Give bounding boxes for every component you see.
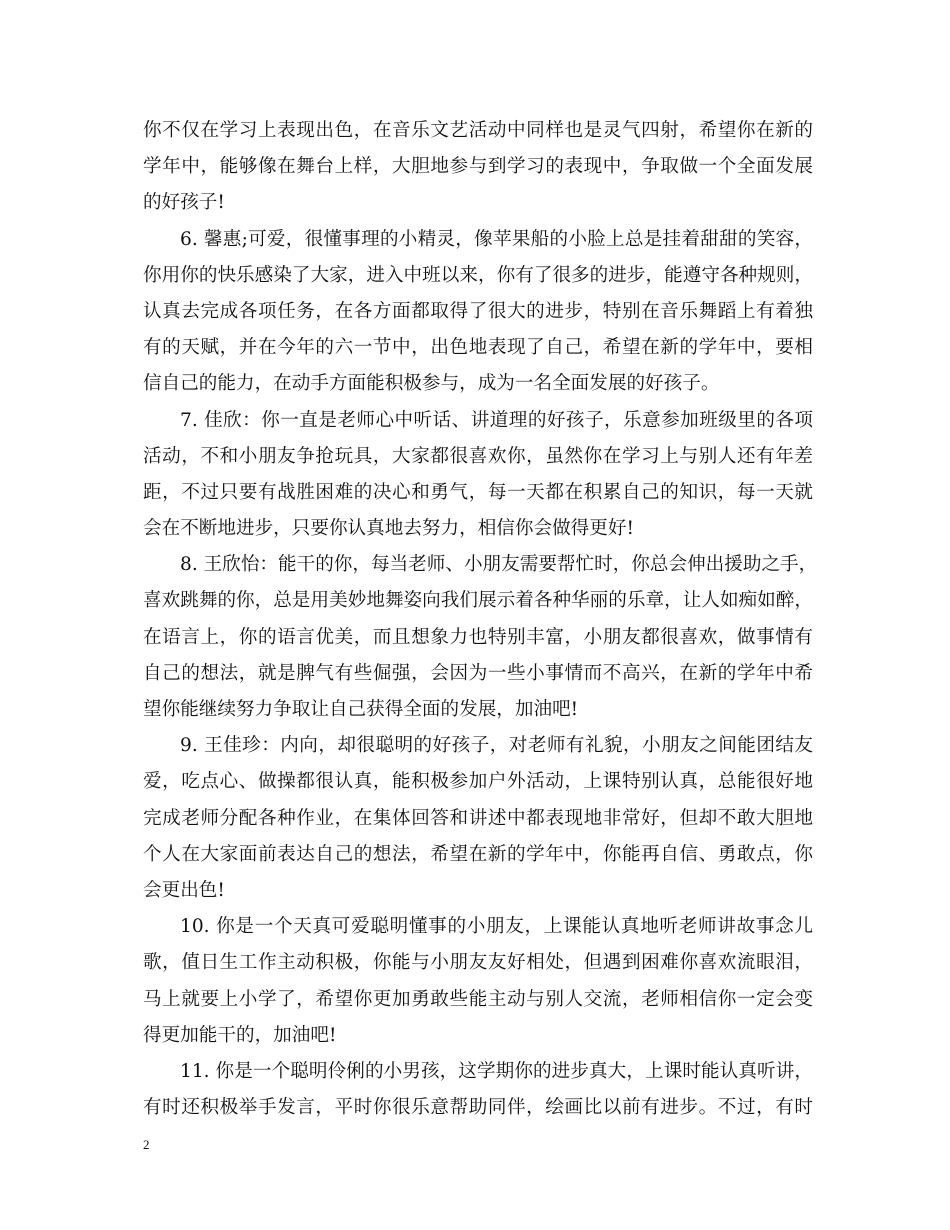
text-line: 望你能继续努力争取让自己获得全面的发展，加油吧! [143,699,579,720]
text-line: 有时还积极举手发言，平时你很乐意帮助同伴，绘画比以前有进步。不过，有时 [143,1097,813,1119]
text-line: 认真去完成各项任务，在各方面都取得了很大的进步，特别在音乐舞蹈上有着独 [143,300,813,322]
text-line: 得更加能干的，加油吧! [143,1024,337,1046]
page-number: 2 [143,1137,150,1152]
text-line: 活动，不和小朋友争抢玩具，大家都很喜欢你，虽然你在学习上与别人还有年差 [143,445,813,467]
text-line: 喜欢跳舞的你，总是用美妙地舞姿向我们展示着各种华丽的乐章，让人如痴如醉， [143,590,813,612]
text-line: 歌，值日生工作主动积极，你能与小朋友友好相处，但遇到困难你喜欢流眼泪， [143,952,813,974]
text-line: 6. 馨惠;可爱，很懂事理的小精灵，像苹果船的小脸上总是挂着甜甜的笑容， [180,228,813,250]
text-line: 会在不断地进步，只要你认真地去努力，相信你会做得更好! [143,518,634,540]
text-line: 10. 你是一个天真可爱聪明懂事的小朋友，上课能认真地听老师讲故事念儿 [180,916,813,938]
text-line: 完成老师分配各种作业，在集体回答和讲述中都表现地非常好，但却不敢大胆地 [143,807,813,829]
document-body [143,113,818,1126]
text-line: 在语言上，你的语言优美，而且想象力也特别丰富，小朋友都很喜欢，做事情有 [143,626,813,648]
text-line: 9. 王佳珍：内向，却很聪明的好孩子，对老师有礼貌，小朋友之间能团结友 [180,735,813,757]
text-line: 自己的想法，就是脾气有些倔强，会因为一些小事情而不高兴，在新的学年中希 [143,662,813,684]
text-line: 个人在大家面前表达自己的想法，希望在新的学年中，你能再自信、勇敢点，你 [143,843,813,865]
text-line: 距，不过只要有战胜困难的决心和勇气，每一天都在积累自己的知识，每一天就 [143,481,813,503]
text-line: 你不仅在学习上表现出色，在音乐文艺活动中同样也是灵气四射，希望你在新的 [143,120,813,141]
text-line: 8. 王欣怡：能干的你，每当老师、小朋友需要帮忙时，你总会伸出援助之手， [180,554,818,576]
text-line: 爱，吃点心、做操都很认真，能积极参加户外活动，上课特别认真，总能很好地 [143,771,813,793]
text-line: 信自己的能力，在动手方面能积极参与，成为一名全面发展的好孩子。 [143,373,720,395]
text-line: 马上就要上小学了，希望你更加勇敢些能主动与别人交流，老师相信你一定会变 [143,988,813,1010]
text-line: 学年中，能够像在舞台上样，大胆地参与到学习的表现中，争取做一个全面发展 [143,156,813,178]
text-line: 会更出色! [143,879,225,901]
text-line: 你用你的快乐感染了大家，进入中班以来，你有了很多的进步，能遵守各种规则， [143,264,813,286]
text-line: 11. 你是一个聪明伶俐的小男孩，这学期你的进步真大，上课时能认真听讲， [180,1060,813,1082]
text-line: 7. 佳欣：你一直是老师心中听话、讲道理的好孩子，乐意参加班级里的各项 [180,409,813,431]
text-line: 的好孩子! [143,192,225,214]
text-line: 有的天赋，并在今年的六一节中，出色地表现了自己，希望在新的学年中，要相 [143,337,813,359]
